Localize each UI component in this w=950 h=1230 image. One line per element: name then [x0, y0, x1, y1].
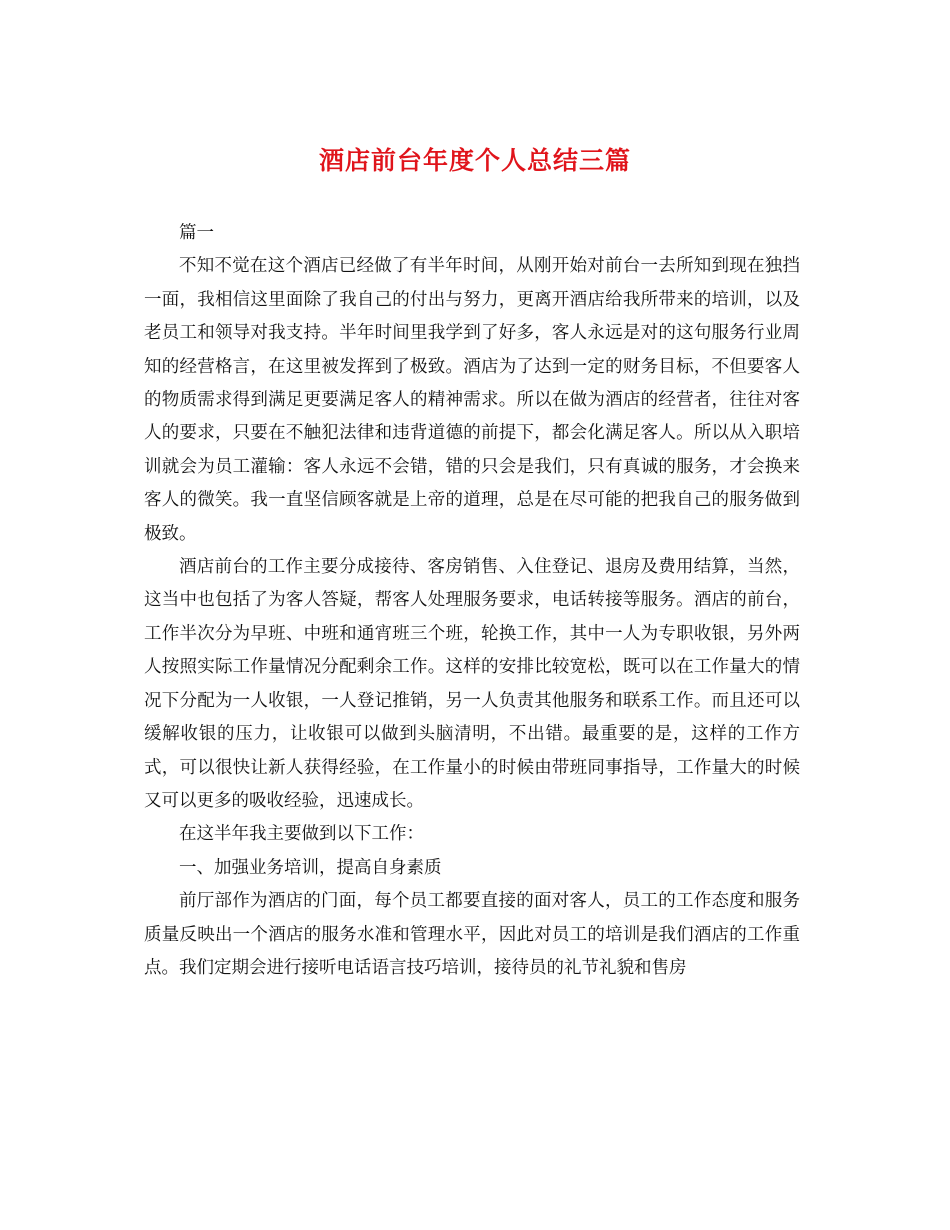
paragraph: 酒店前台的工作主要分成接待、客房销售、入住登记、退房及费用结算，当然，这当中也包括了为客人答疑，帮客人处理服务要求，电话转接等服务。酒店的前台，工作半次分为早班、中班和通宵班三个班，轮换工作，其中一人为专职收银，另外两人按照实际工作量情况分配剩余工作。这样的安排比较宽松，既可以在工作量大的情况下分配为一人收银，一人登记推销，另一人负责其他服务和联系工作。而且还可以缓解收银的压力，让收银可以做到头脑清明，不出错。最重要的是，这样的工作方式，可以很快让新人获得经验，在工作量小的时候由带班同事指导，工作量大的时候又可以更多的吸收经验，迅速成长。: [144, 557, 800, 811]
subsection-heading: 一、加强业务培训，提高自身素质: [179, 857, 442, 878]
document-title: 酒店前台年度个人总结三篇: [318, 146, 631, 175]
document-body: [144, 217, 800, 985]
paragraph: 在这半年我主要做到以下工作：: [179, 824, 424, 845]
paragraph: 前厅部作为酒店的门面，每个员工都要直接的面对客人，员工的工作态度和服务质量反映出一个酒店的服务水准和管理水平，因此对员工的培训是我们酒店的工作重点。我们定期会进行接听电话语言技巧培训，接待员的礼节礼貌和售房: [144, 891, 800, 978]
section-heading: 篇一: [179, 223, 214, 243]
paragraph: 不知不觉在这个酒店已经做了有半年时间，从刚开始对前台一去所知到现在独挡一面，我相信这里面除了我自己的付出与努力，更离开酒店给我所带来的培训，以及老员工和领导对我支持。半年时间里我学到了好多，客人永远是对的这句服务行业周知的经营格言，在这里被发挥到了极致。酒店为了达到一定的财务目标，不但要客人的物质需求得到满足更要满足客人的精神需求。所以在做为酒店的经营者，往往对客人的要求，只要在不触犯法律和违背道德的前提下，都会化满足客人。所以从入职培训就会为员工灌输：客人永远不会错，错的只会是我们，只有真诚的服务，才会换来客人的微笑。我一直坚信顾客就是上帝的道理，总是在尽可能的把我自己的服务做到极致。: [144, 256, 800, 544]
